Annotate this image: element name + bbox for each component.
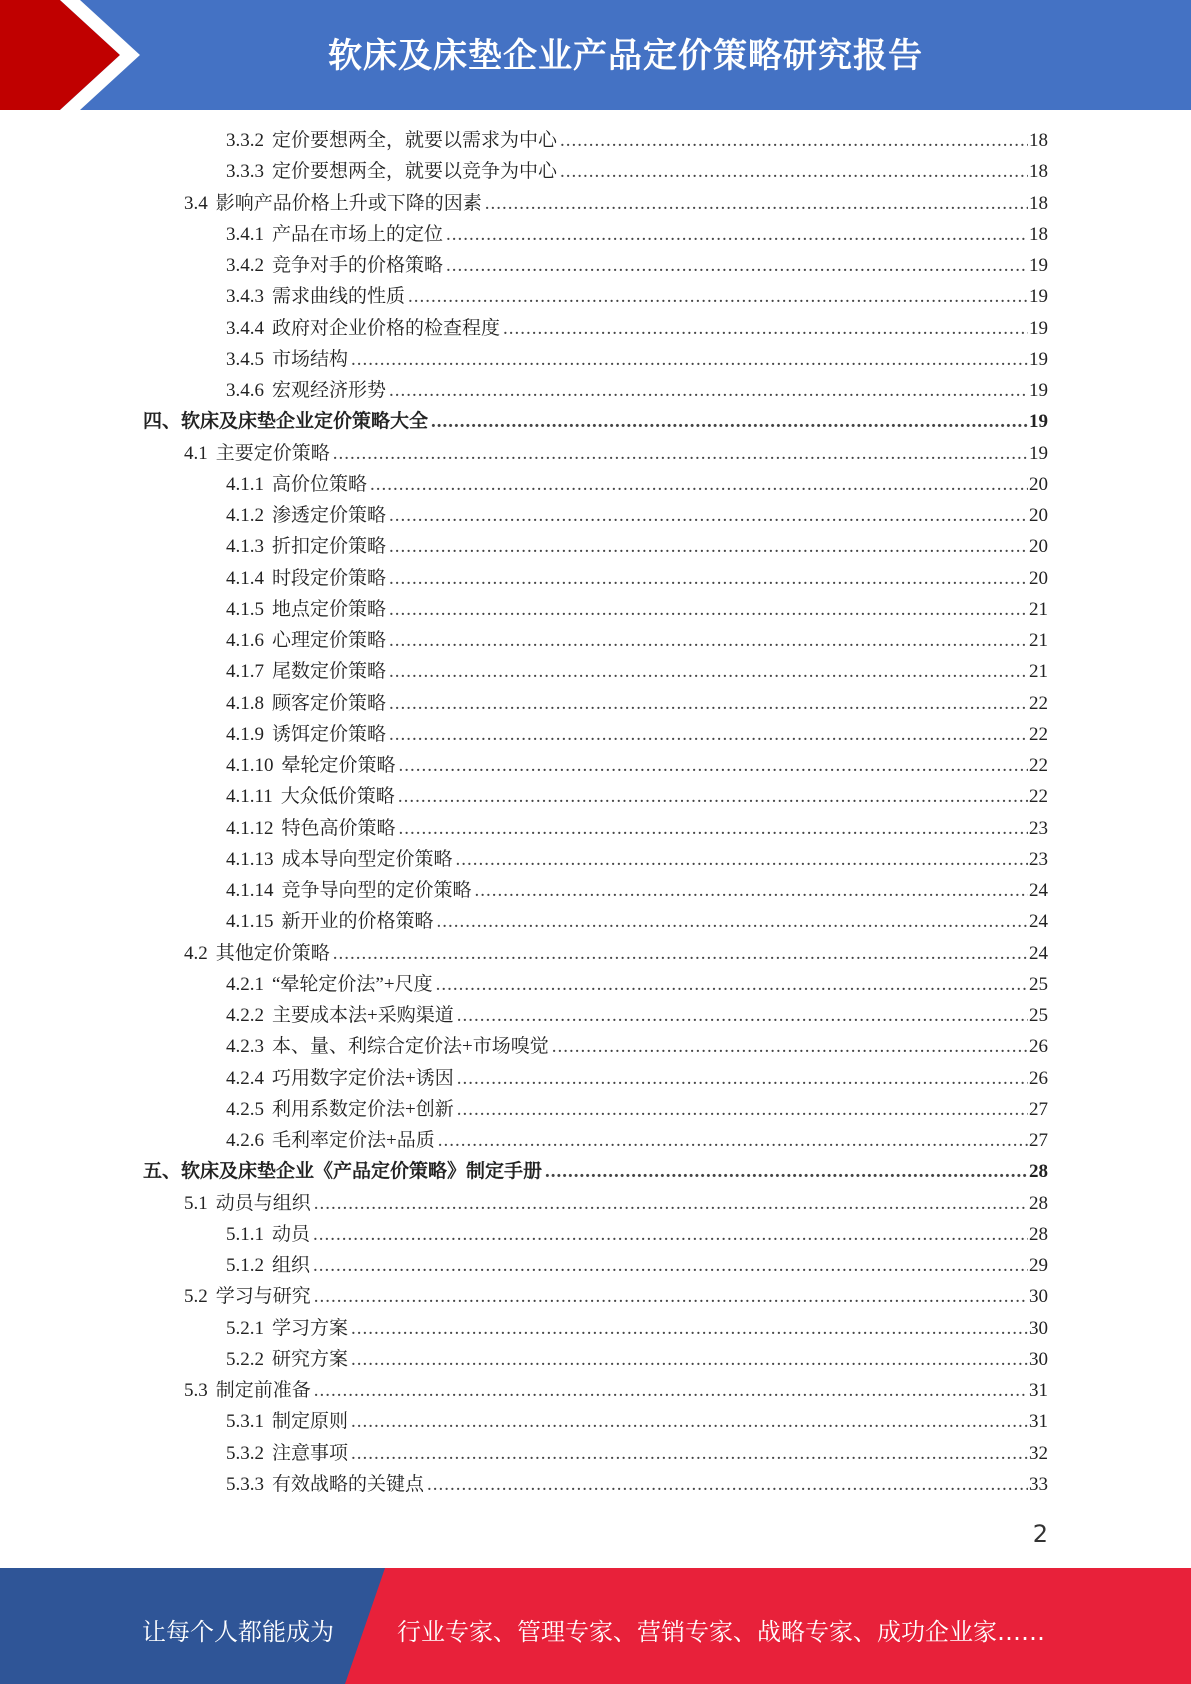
toc-entry-number: 5.1.1	[226, 1223, 264, 1245]
toc-entry[interactable]	[226, 501, 1048, 531]
toc-entry-number: 5.2	[184, 1286, 208, 1308]
toc-entry-page: 22	[1029, 723, 1048, 745]
toc-leader-dots	[475, 876, 1028, 906]
toc-leader-dots	[438, 1126, 1028, 1156]
toc-entry-number: 3.4	[184, 192, 208, 214]
toc-entry[interactable]	[226, 657, 1048, 687]
toc-entry-page: 27	[1029, 1098, 1048, 1120]
toc-leader-dots	[560, 157, 1028, 187]
toc-entry[interactable]	[226, 1095, 1048, 1125]
toc-entry-page: 19	[1029, 411, 1048, 433]
toc-entry[interactable]	[226, 626, 1048, 656]
toc-leader-dots	[389, 720, 1028, 750]
toc-leader-dots	[446, 251, 1028, 281]
toc-leader-dots	[351, 1314, 1028, 1344]
toc-leader-dots	[314, 1282, 1028, 1312]
toc-entry-page: 20	[1029, 505, 1048, 526]
toc-leader-dots	[314, 1376, 1028, 1406]
toc-entry[interactable]	[226, 720, 1048, 750]
toc-entry-page: 18	[1029, 223, 1048, 245]
toc-entry[interactable]	[226, 282, 1048, 312]
toc-leader-dots	[485, 189, 1028, 219]
toc-entry[interactable]	[226, 907, 1048, 937]
toc-leader-dots	[427, 1470, 1028, 1500]
toc-entry-title: 制定原则	[272, 1411, 349, 1433]
toc-entry-number: 四、	[143, 411, 182, 433]
toc-entry-number: 3.4.2	[226, 255, 264, 276]
toc-entry[interactable]	[143, 1157, 1048, 1187]
toc-entry-title: 组织	[272, 1255, 311, 1276]
toc-entry-title: 制定前准备	[215, 1380, 311, 1401]
toc-entry[interactable]	[226, 564, 1048, 594]
toc-leader-dots	[503, 314, 1028, 344]
toc-leader-dots	[389, 657, 1028, 687]
toc-entry-title: 折扣定价策略	[272, 536, 387, 558]
toc-entry-number: 4.1.15	[226, 911, 274, 933]
toc-leader-dots	[408, 282, 1028, 312]
toc-entry-number: 4.2.4	[226, 1067, 264, 1089]
toc-entry-number: 4.1.1	[226, 473, 264, 495]
toc-entry-title: 主要定价策略	[215, 442, 330, 464]
toc-leader-dots	[457, 1064, 1028, 1094]
toc-entry-number: 5.3	[184, 1380, 208, 1401]
toc-entry-page: 25	[1029, 973, 1048, 995]
toc-entry-number: 5.3.1	[226, 1411, 264, 1433]
toc-entry-number: 5.1.2	[226, 1255, 264, 1276]
toc-entry-page: 19	[1029, 348, 1048, 370]
toc-entry[interactable]	[184, 939, 1048, 969]
toc-entry-page: 19	[1029, 317, 1048, 339]
toc-leader-dots	[560, 126, 1028, 156]
toc-entry[interactable]	[226, 1470, 1048, 1500]
toc-entry-page: 33	[1029, 1473, 1048, 1495]
toc-leader-dots	[333, 939, 1028, 969]
toc-entry-title: 尾数定价策略	[272, 661, 387, 683]
toc-entry-page: 28	[1029, 1223, 1048, 1245]
toc-entry-number: 4.1.8	[226, 692, 264, 714]
toc-entry[interactable]	[226, 1126, 1048, 1156]
toc-entry-number: 4.1.10	[226, 755, 274, 776]
toc-entry-page: 24	[1029, 911, 1048, 933]
toc-entry-number: 4.1.12	[226, 817, 274, 839]
toc-entry-number: 3.4.3	[226, 286, 264, 308]
toc-entry-title: 产品在市场上的定位	[272, 223, 444, 245]
toc-entry-title: 学习与研究	[215, 1286, 311, 1308]
toc-entry-page: 18	[1029, 161, 1048, 183]
toc-entry-title: 本、量、利综合定价法+市场嗅觉	[272, 1036, 549, 1058]
toc-entry-title: “晕轮定价法”+尺度	[272, 973, 433, 995]
toc-leader-dots	[437, 907, 1028, 937]
toc-entry-title: 特色高价策略	[281, 817, 396, 839]
toc-entry[interactable]	[226, 126, 1048, 156]
toc-leader-dots	[389, 689, 1028, 719]
toc-leader-dots	[313, 1220, 1028, 1250]
toc-entry[interactable]	[184, 439, 1048, 469]
page-footer	[0, 1568, 1191, 1684]
toc-entry-page: 26	[1029, 1067, 1048, 1089]
toc-entry-number: 4.1.9	[226, 723, 264, 745]
toc-leader-dots	[389, 595, 1028, 625]
toc-entry-number: 4.2.3	[226, 1036, 264, 1058]
toc-leader-dots	[398, 782, 1028, 812]
toc-leader-dots	[552, 1032, 1028, 1062]
toc-entry-title: 需求曲线的性质	[272, 286, 406, 308]
toc-entry-title: 地点定价策略	[272, 598, 387, 620]
toc-entry-number: 3.4.1	[226, 223, 264, 245]
toc-leader-dots	[457, 1095, 1028, 1125]
toc-entry-page: 18	[1029, 192, 1048, 214]
toc-entry[interactable]	[184, 189, 1048, 219]
toc-leader-dots	[457, 1001, 1028, 1031]
toc-entry-page: 20	[1029, 567, 1048, 589]
toc-leader-dots	[456, 845, 1028, 875]
toc-leader-dots	[431, 407, 1028, 437]
toc-leader-dots	[314, 1189, 1028, 1219]
footer-slogan-right: 行业专家、管理专家、营销专家、战略专家、成功企业家……	[397, 1618, 1045, 1646]
toc-entry-page: 32	[1029, 1442, 1048, 1464]
toc-leader-dots	[436, 970, 1028, 1000]
toc-entry-page: 26	[1029, 1036, 1048, 1058]
toc-entry-title: 渗透定价策略	[272, 505, 387, 526]
toc-entry-page: 29	[1029, 1255, 1048, 1276]
toc-entry-number: 3.3.3	[226, 161, 264, 183]
toc-entry-number: 4.1.2	[226, 505, 264, 526]
toc-entry-number: 5.2.2	[226, 1348, 264, 1370]
toc-entry-title: 软床及床垫企业《产品定价策略》制定手册	[181, 1161, 543, 1183]
toc-entry-title: 注意事项	[272, 1442, 349, 1464]
toc-entry-number: 5.3.2	[226, 1442, 264, 1464]
toc-entry-number: 5.2.1	[226, 1317, 264, 1339]
toc-entry-number: 5.1	[184, 1192, 208, 1214]
toc-entry[interactable]	[226, 814, 1048, 844]
toc-entry-title: 定价要想两全，就要以竞争为中心	[272, 161, 558, 183]
toc-entry[interactable]	[226, 1251, 1048, 1281]
toc-entry-number: 5.3.3	[226, 1473, 264, 1495]
toc-leader-dots	[389, 501, 1028, 531]
toc-leader-dots	[389, 532, 1028, 562]
toc-entry-number: 4.1.13	[226, 848, 274, 870]
toc-entry-page: 31	[1029, 1380, 1048, 1401]
toc-entry[interactable]	[184, 1189, 1048, 1219]
toc-leader-dots	[351, 1345, 1028, 1375]
toc-entry-page: 21	[1029, 598, 1048, 620]
toc-entry-page: 21	[1029, 661, 1048, 683]
toc-entry-title: 市场结构	[272, 348, 349, 370]
toc-entry[interactable]	[184, 1282, 1048, 1312]
toc-entry-number: 4.2.6	[226, 1130, 264, 1151]
toc-entry[interactable]	[226, 157, 1048, 187]
toc-entry[interactable]	[226, 845, 1048, 875]
toc-entry[interactable]	[226, 876, 1048, 906]
toc-entry-title: 竞争导向型的定价策略	[281, 880, 472, 901]
toc-entry[interactable]	[226, 376, 1048, 406]
toc-entry-page: 22	[1029, 755, 1048, 776]
toc-entry[interactable]	[226, 689, 1048, 719]
toc-entry-title: 影响产品价格上升或下降的因素	[215, 192, 482, 214]
toc-entry-title: 定价要想两全，就要以需求为中心	[272, 130, 558, 151]
toc-entry-title: 成本导向型定价策略	[281, 848, 453, 870]
toc-entry[interactable]	[226, 1001, 1048, 1031]
toc-entry-number: 4.1.5	[226, 598, 264, 620]
toc-entry-number: 4.1	[184, 442, 208, 464]
toc-leader-dots	[351, 1407, 1028, 1437]
toc-entry-page: 30	[1029, 1317, 1048, 1339]
toc-entry-number: 3.4.5	[226, 348, 264, 370]
toc-leader-dots	[333, 439, 1028, 469]
toc-entry-number: 3.3.2	[226, 130, 264, 151]
toc-entry[interactable]	[226, 1407, 1048, 1437]
toc-entry[interactable]	[226, 1314, 1048, 1344]
toc-entry-number: 4.1.4	[226, 567, 264, 589]
toc-entry-page: 19	[1029, 442, 1048, 464]
document-title: 软床及床垫企业产品定价策略研究报告	[328, 36, 923, 76]
toc-entry[interactable]	[226, 314, 1048, 344]
toc-entry-page: 24	[1029, 942, 1048, 964]
toc-entry-title: 晕轮定价策略	[281, 755, 396, 776]
toc-entry[interactable]	[226, 1345, 1048, 1375]
toc-entry[interactable]	[184, 1376, 1048, 1406]
toc-entry-page: 20	[1029, 536, 1048, 558]
toc-entry-title: 新开业的价格策略	[281, 911, 434, 933]
toc-entry-page: 28	[1029, 1192, 1048, 1214]
toc-entry-number: 4.2.2	[226, 1005, 264, 1026]
footer-slogan-left: 让每个人都能成为	[142, 1618, 334, 1646]
toc-leader-dots	[351, 1439, 1028, 1469]
toc-entry-title: 有效战略的关键点	[272, 1473, 425, 1495]
toc-entry-title: 研究方案	[272, 1348, 349, 1370]
toc-entry-title: 利用系数定价法+创新	[272, 1098, 454, 1120]
toc-entry-title: 动员与组织	[215, 1192, 311, 1214]
toc-entry-title: 心理定价策略	[272, 630, 387, 651]
toc-leader-dots	[446, 220, 1028, 250]
toc-entry-title: 高价位策略	[272, 473, 368, 495]
toc-entry-page: 19	[1029, 255, 1048, 276]
toc-entry-title: 毛利率定价法+品质	[272, 1130, 435, 1151]
toc-entry-page: 25	[1029, 1005, 1048, 1026]
toc-entry-page: 31	[1029, 1411, 1048, 1433]
toc-entry[interactable]	[226, 751, 1048, 781]
toc-entry-title: 其他定价策略	[215, 942, 330, 964]
toc-entry-page: 24	[1029, 880, 1048, 901]
toc-entry[interactable]	[226, 1220, 1048, 1250]
toc-entry-title: 政府对企业价格的检查程度	[272, 317, 501, 339]
toc-entry-title: 宏观经济形势	[272, 380, 387, 401]
toc-entry-page: 27	[1029, 1130, 1048, 1151]
toc-entry-title: 顾客定价策略	[272, 692, 387, 714]
toc-entry[interactable]	[226, 532, 1048, 562]
toc-entry-number: 4.1.7	[226, 661, 264, 683]
toc-entry[interactable]	[226, 970, 1048, 1000]
toc-entry-number: 4.1.6	[226, 630, 264, 651]
toc-entry-title: 软床及床垫企业定价策略大全	[181, 411, 429, 433]
toc-entry-number: 4.2.5	[226, 1098, 264, 1120]
toc-entry[interactable]	[226, 782, 1048, 812]
toc-entry[interactable]	[226, 1032, 1048, 1062]
toc-entry[interactable]	[226, 595, 1048, 625]
toc-entry-title: 学习方案	[272, 1317, 349, 1339]
toc-entry-page: 23	[1029, 817, 1048, 839]
toc-leader-dots	[389, 376, 1028, 406]
toc-leader-dots	[545, 1157, 1028, 1187]
toc-entry-page: 30	[1029, 1348, 1048, 1370]
toc-entry-number: 五、	[143, 1161, 182, 1183]
toc-entry-title: 大众低价策略	[280, 786, 395, 808]
toc-entry-title: 主要成本法+采购渠道	[272, 1005, 454, 1026]
toc-leader-dots	[313, 1251, 1028, 1281]
toc-entry-number: 4.1.3	[226, 536, 264, 558]
toc-leader-dots	[370, 470, 1028, 500]
toc-entry-page: 22	[1029, 786, 1048, 808]
toc-entry-page: 23	[1029, 848, 1048, 870]
toc-entry[interactable]	[226, 220, 1048, 250]
toc-entry-page: 19	[1029, 380, 1048, 401]
toc-leader-dots	[389, 564, 1028, 594]
toc-entry-page: 21	[1029, 630, 1048, 651]
toc-leader-dots	[389, 626, 1028, 656]
toc-entry-title: 竞争对手的价格策略	[272, 255, 444, 276]
toc-entry[interactable]	[226, 1439, 1048, 1469]
toc-leader-dots	[399, 814, 1028, 844]
toc-entry-title: 动员	[272, 1223, 311, 1245]
toc-entry[interactable]	[226, 1064, 1048, 1094]
toc-entry-number: 4.2.1	[226, 973, 264, 995]
toc-entry-page: 19	[1029, 286, 1048, 308]
page-number: 2	[1032, 1520, 1048, 1548]
toc-leader-dots	[351, 345, 1028, 375]
toc-entry-title: 诱饵定价策略	[272, 723, 387, 745]
toc-entry[interactable]	[143, 407, 1048, 437]
toc-entry-number: 4.1.14	[226, 880, 274, 901]
toc-entry-page: 30	[1029, 1286, 1048, 1308]
toc-entry-number: 4.1.11	[226, 786, 273, 808]
toc-entry-page: 18	[1029, 130, 1048, 151]
page-header	[0, 0, 1191, 110]
toc-entry[interactable]	[226, 470, 1048, 500]
toc-entry-page: 20	[1029, 473, 1048, 495]
toc-leader-dots	[399, 751, 1028, 781]
toc-entry-title: 巧用数字定价法+诱因	[272, 1067, 454, 1089]
toc-entry-number: 3.4.4	[226, 317, 264, 339]
toc-entry-title: 时段定价策略	[272, 567, 387, 589]
toc-entry-number: 3.4.6	[226, 380, 264, 401]
toc-entry-page: 28	[1029, 1161, 1048, 1183]
toc-entry[interactable]	[226, 345, 1048, 375]
toc-entry-number: 4.2	[184, 942, 208, 964]
toc-entry-page: 22	[1029, 692, 1048, 714]
toc-entry[interactable]	[226, 251, 1048, 281]
